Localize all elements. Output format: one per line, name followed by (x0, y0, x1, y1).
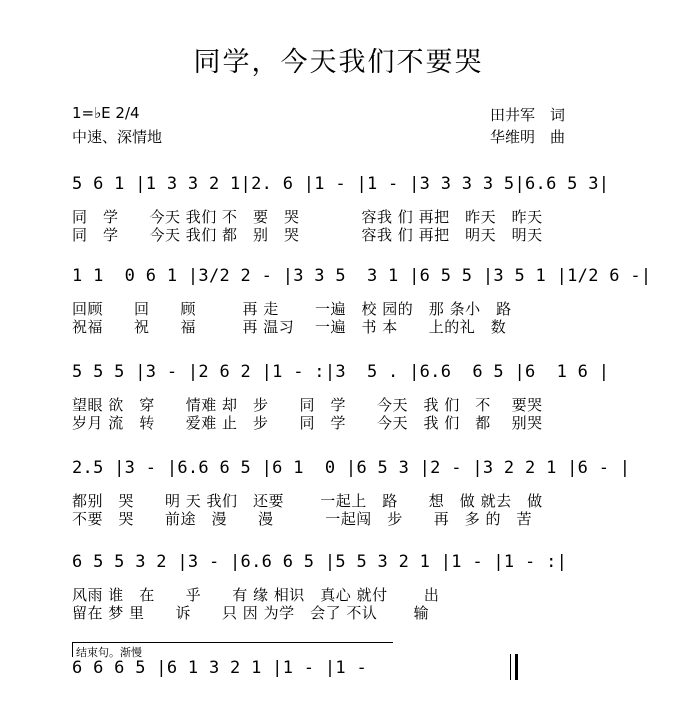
notation-row-5: 6 5 5 3 2 |3 - |6.6 6 5 |5 5 3 2 1 |1 - |1 - :| (72, 552, 568, 572)
lyrics-row-2-verse-2: 祝福 祝 福 再 温习 一遍 书 本 上的礼 数 (72, 318, 507, 336)
ending-label: 结束句。渐慢 (76, 646, 142, 659)
lyrics-row-4-verse-1: 都别 哭 明 天 我们 还要 一起上 路 想 做 就去 做 (72, 492, 543, 510)
lyrics-row-5-verse-2: 留在 梦 里 诉 只 因 为学 会了 不认 输 (72, 604, 430, 622)
notation-row-2: 1 1 0 6 1 |3/2 2 - |3 3 5 3 1 |6 5 5 |3 5 1 |1/2 6 -| (72, 266, 652, 286)
lyrics-row-5-verse-1: 风雨 谁 在 乎 有 缘 相识 真心 就付 出 (72, 586, 440, 604)
key-signature: 1=♭E 2/4 (72, 104, 140, 122)
ending-notation: 6 6 6 5 |6 1 3 2 1 |1 - |1 - (72, 658, 378, 678)
lyrics-row-1-verse-2: 同 学 今天 我们 都 别 哭 容我 们 再把 明天 明天 (72, 226, 543, 244)
lyrics-row-3-verse-2: 岁月 流 转 爱难 止 步 同 学 今天 我 们 都 别哭 (72, 414, 543, 432)
lyricist-credit: 田井军 词 (490, 106, 566, 124)
tempo-marking: 中速、深情地 (72, 128, 163, 146)
lyrics-row-3-verse-1: 望眼 欲 穿 情难 却 步 同 学 今天 我 们 不 要哭 (72, 396, 543, 414)
lyrics-row-2-verse-1: 回顾 回 顾 再 走 一遍 校 园的 那 条小 路 (72, 300, 512, 318)
final-barline (510, 654, 518, 680)
lyrics-row-4-verse-2: 不要 哭 前途 漫 漫 一起闯 步 再 多 的 苦 (72, 510, 533, 528)
lyrics-row-1-verse-1: 同 学 今天 我们 不 要 哭 容我 们 再把 昨天 昨天 (72, 208, 543, 226)
notation-row-4: 2.5 |3 - |6.6 6 5 |6 1 0 |6 5 3 |2 - |3 2 2 1 |6 - | (72, 458, 631, 478)
song-title: 同学，今天我们不要哭 (193, 47, 484, 78)
composer-credit: 华维明 曲 (490, 128, 566, 146)
notation-row-1: 5 6 1 |1 3 3 2 1|2. 6 |1 - |1 - |3 3 3 3 5|6.6 5 3| (72, 174, 610, 194)
notation-row-3: 5 5 5 |3 - |2 6 2 |1 - :|3 5 . |6.6 6 5 |6 1 6 | (72, 362, 610, 382)
